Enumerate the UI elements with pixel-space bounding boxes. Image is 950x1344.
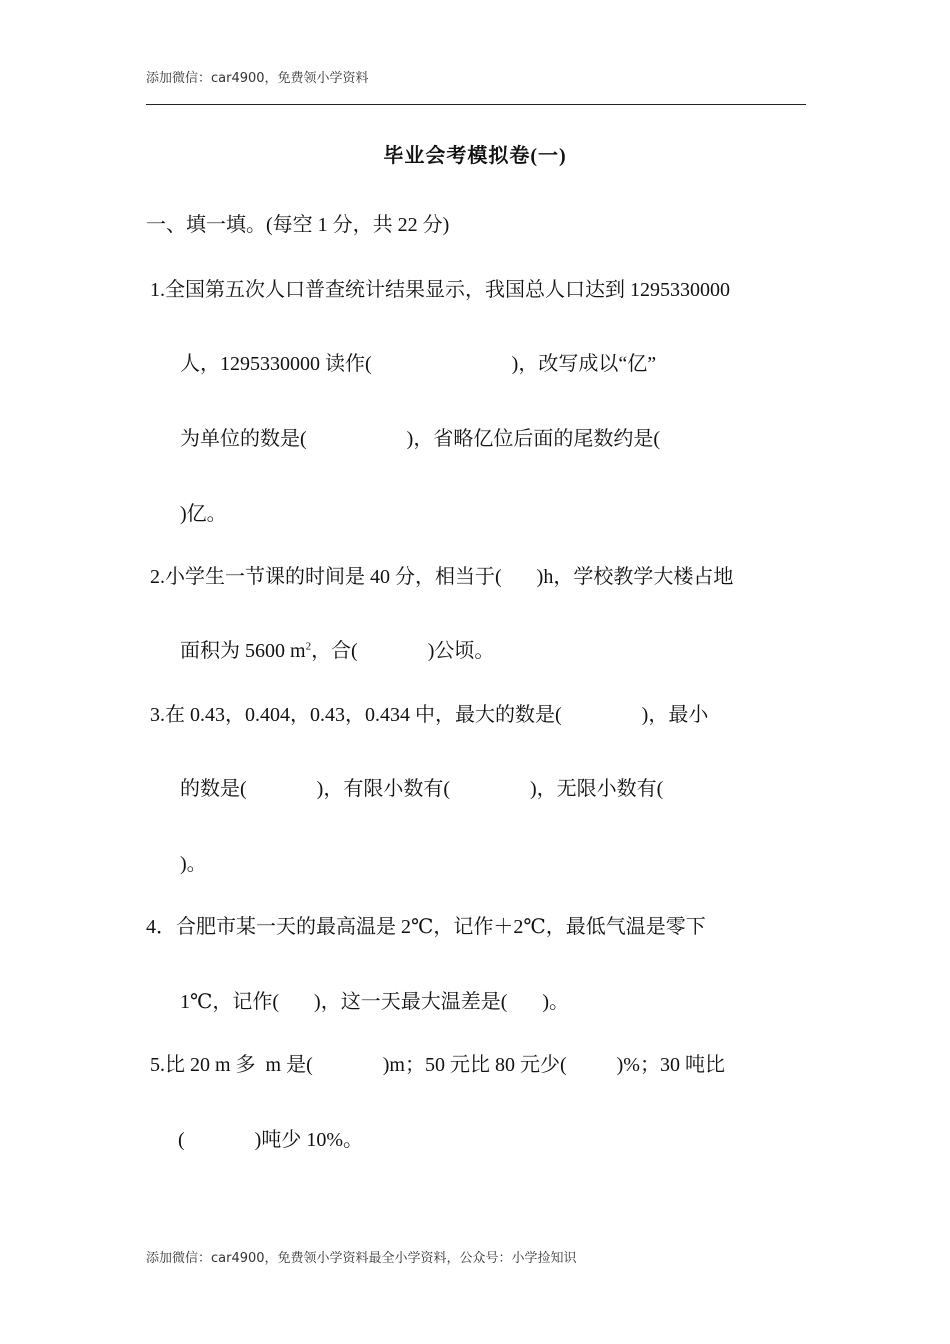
page-footer: 添加微信：car4900，免费领小学资料最全小学资料，公众号：小学捡知识 (146, 1251, 577, 1266)
question-3-line-2: 的数是( )，有限小数有( )，无限小数有( (180, 778, 664, 800)
question-3-line-1: 3.在 0.43，0.404，0.43，0.434 中，最大的数是( )，最小 (150, 704, 709, 726)
question-1-line-1: 1.全国第五次人口普查统计结果显示，我国总人口达到 1295330000 (150, 279, 730, 301)
question-4-line-1: 4．合肥市某一天的最高温是 2℃，记作＋2℃，最低气温是零下 (146, 916, 706, 938)
question-1-line-3: 为单位的数是( )，省略亿位后面的尾数约是( (180, 428, 660, 450)
question-2-line-1: 2.小学生一节课的时间是 40 分，相当于( )h，学校教学大楼占地 (150, 566, 734, 588)
question-1-line-2: 人，1295330000 读作( )，改写成以“亿” (180, 353, 657, 375)
question-4-line-2: 1℃，记作( )，这一天最大温差是( )。 (180, 991, 570, 1013)
question-5-line-1: 5.比 20 m 多 m 是( )m；50 元比 80 元少( )%；30 吨比 (150, 1054, 725, 1076)
header-divider (146, 104, 806, 105)
superscript-2: 2 (305, 640, 312, 653)
question-3-line-3: )。 (180, 853, 207, 875)
page-header: 添加微信：car4900，免费领小学资料 (146, 71, 369, 86)
section-heading: 一、填一填。(每空 1 分，共 22 分) (146, 214, 450, 236)
question-5-line-2: ( )吨少 10%。 (178, 1129, 363, 1151)
page-title: 毕业会考模拟卷(一) (383, 145, 567, 167)
question-2-line-2: 面积为 5600 $m^2$，合( )公顷。 (180, 640, 495, 662)
question-1-line-4: )亿。 (180, 503, 227, 525)
